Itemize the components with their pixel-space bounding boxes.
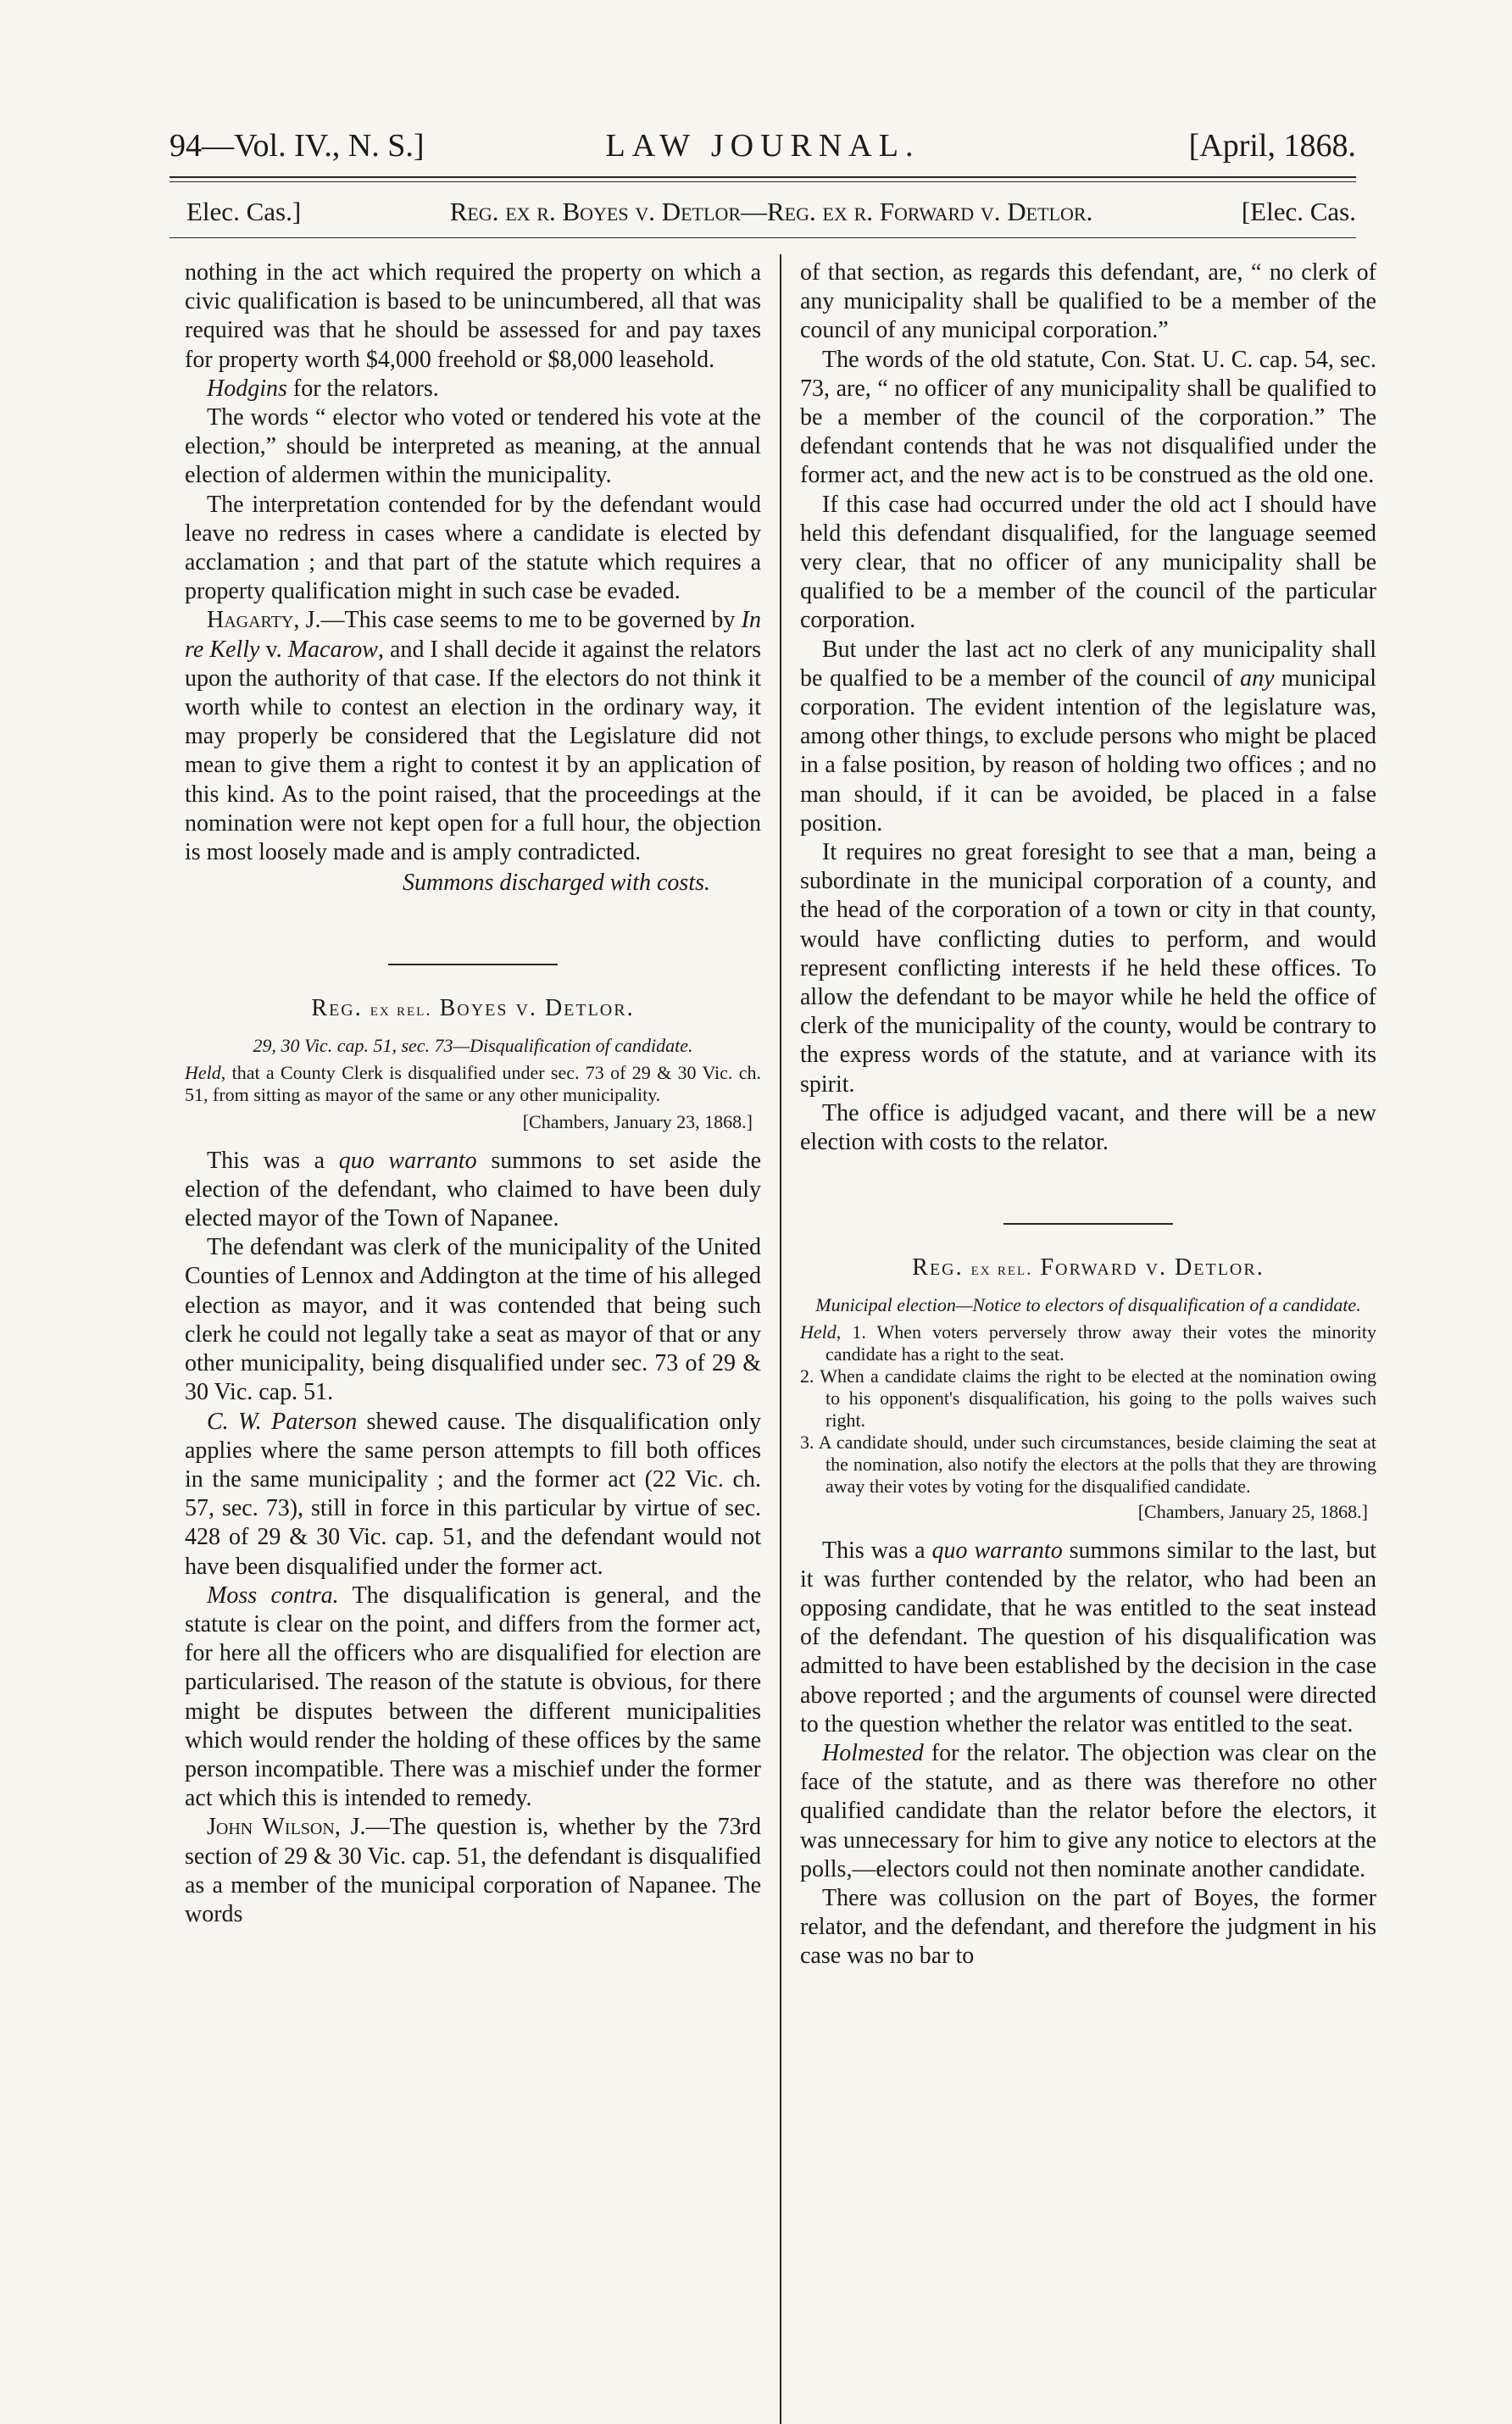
paragraph-text: for the relator. The objection was clear on the face of the statute, and as there was therefore no other qualified candidate than the relator before the electors, it was unnecessary for him to give any notice to electors at the polls,—electors could not then nominate another candidate. — [800, 1739, 1376, 1882]
paragraph: The words “ elector who voted or tendered his vote at the election,” should be interpreted as meaning, at the annual election of aldermen within the municipality. — [185, 404, 761, 489]
case-head-right: [Elec. Cas. — [1241, 197, 1356, 226]
head-rule-top — [170, 176, 1356, 178]
judge-name: Hagarty, J. — [207, 607, 321, 634]
conclusion: Summons discharged with costs. — [403, 870, 710, 897]
case-title-part: Boyes — [439, 995, 509, 1022]
case-title-part: Detlor. — [1175, 1254, 1265, 1281]
paragraph-text: summons similar to the last, but it was further contended by the relator, who had been an opposing candidate, that he was entitled to the seat instead of the defendant. The question of his disqualification was admitted to have been established by the decision in the case above reported ; and the arguments of counsel were directed to the question whether the relator was entitled to the seat. — [800, 1537, 1376, 1737]
case-title — [185, 994, 761, 1024]
counsel-name: C. W. Paterson — [207, 1408, 358, 1435]
case-headnote-block — [800, 1294, 1376, 1523]
paragraph — [185, 1582, 761, 1814]
court-citation: [Chambers, January 23, 1868.] — [522, 1110, 753, 1132]
court-citation: [Chambers, January 25, 1868.] — [1137, 1500, 1368, 1522]
held-word: Held — [185, 1061, 221, 1083]
paragraph — [185, 1147, 761, 1234]
paragraph: The office is adjudged vacant, and there will be a new election with costs to the relator. — [800, 1099, 1376, 1156]
case-title-part: v. — [515, 995, 537, 1022]
headnote: 29, 30 Vic. cap. 51, sec. 73—Disqualification of candidate. — [253, 1034, 693, 1056]
paragraph — [800, 1537, 1376, 1739]
judge-name: John Wilson, J. — [207, 1814, 366, 1841]
paragraph-text: This was a — [822, 1537, 932, 1564]
paragraph: The words of the old statute, Con. Stat. U. C. cap. 54, sec. 73, are, “ no officer of any municipality shall be qualified to be a member of the council of the corporation.” The defendant contends that he was not disqualified under the former act, and the new act is to be construed as the old one. — [800, 346, 1376, 489]
issue-date: [April, 1868. — [1188, 128, 1356, 164]
held-note — [185, 1062, 761, 1106]
paragraph: nothing in the act which required the property on which a civic qualification is based to be unincumbered, all that was required was that he should be assessed for and pay taxes for property worth $4,000 freehold or $8,000 leasehold. — [185, 259, 761, 373]
paragraph: of that section, as regards this defendant, are, “ no clerk of any municipality shall be qualified to be a member of the council of any municipal corporation.” — [800, 259, 1376, 344]
held-note — [800, 1321, 1376, 1365]
section-separator — [388, 964, 558, 965]
paragraph-text: The disqualification is general, and the statute is clear on the point, and differs from the former act, for here all the officers who are disqualified for election are particularised. The reason of the statute is obvious, for there might be disputes between the different municipalities which would render the holding of these offices by the same person incompatible. There was a mischief under the former act which this is intended to remedy. — [185, 1582, 761, 1812]
case-title-part: v. — [1145, 1254, 1168, 1281]
paragraph-text: shewed cause. The disqualification only applies where the same person attempts to fill both offices in the same municipality ; and the former act (22 Vic. ch. 57, sec. 73), still in force in this particular by virtue of sec. 428 of 29 & 30 Vic. cap. 51, and the defendant would not have been disqualified under the former act. — [185, 1408, 761, 1580]
left-column — [185, 259, 761, 1929]
paragraph-text: But under the last act no clerk of any municipality shall be qualfied to be a member of the council of — [800, 636, 1376, 692]
case-citation: In re Kelly — [185, 607, 761, 663]
case-head-center: Reg. ex r. Boyes v. Detlor—Reg. ex r. Forward v. Detlor. — [449, 197, 1093, 226]
headnote: Municipal election—Notice to electors of disqualification of a candidate. — [815, 1293, 1361, 1315]
paragraph-text: —This case seems to me to be governed by — [320, 607, 742, 634]
paragraph-text: v. — [259, 636, 288, 663]
counsel-name: Moss contra. — [207, 1582, 339, 1609]
paragraph-text: , and I shall decide it against the relators upon the authority of that case. If the electors do not think it worth while to contest an election in the ordinary way, it may properly be considered that the Legislature did not mean to give them a right to contest it by an application of this kind. As to the point raised, that the proceedings at the nomination were not kept open for a full hour, the objection is most loosely made and is amply contradicted. — [185, 636, 762, 866]
paragraph — [800, 636, 1376, 838]
section-separator — [1003, 1223, 1173, 1225]
paragraph-text: for the relators. — [286, 375, 439, 402]
right-column — [800, 259, 1376, 1971]
paragraph: It requires no great foresight to see that a man, being a subordinate in the municipal corporation of a county, and the head of the corporation of a town or city in that county, would have conflicting duties to perform, and would represent conflicting interests if he held these offices. To allow the defendant to be mayor while he held the office of clerk of the municipality of the county, would be contrary to the express words of the statute, and at variance with its spirit. — [800, 839, 1376, 1098]
paragraph — [800, 1739, 1376, 1884]
case-head — [186, 197, 1356, 231]
latin-term: quo warranto — [931, 1537, 1063, 1564]
case-citation: Macarow — [287, 636, 378, 663]
latin-term: quo warranto — [338, 1147, 477, 1174]
case-title-part: Reg. — [912, 1254, 964, 1281]
case-title — [800, 1254, 1376, 1283]
paragraph — [185, 1813, 761, 1929]
paragraph-text: summons to set aside the election of the defendant, who claimed to have been duly elected mayor of the Town of Napanee. — [185, 1147, 761, 1232]
paragraph: If this case had occurred under the old act I should have held this defendant disqualified, for the language seemed very clear, that no officer of any municipality shall be qualified to be a member of the council of the particular corporation. — [800, 491, 1376, 634]
column-divider — [780, 254, 781, 2424]
case-title-part: ex rel. — [370, 999, 432, 1020]
emphasis: any — [1240, 664, 1275, 692]
counsel-name: Holmested — [822, 1739, 924, 1766]
case-title-part: Reg. — [311, 995, 363, 1022]
held-note: 3. A candidate should, under such circumstances, beside claiming the seat at the nomination, also notify the electors at the polls that they are throwing away their votes by voting for the disqualified candidate. — [800, 1431, 1376, 1497]
case-head-rule — [170, 237, 1356, 238]
case-headnote-block — [185, 1035, 761, 1133]
held-text: , that a County Clerk is disqualified under sec. 73 of 29 & 30 Vic. ch. 51, from sitting as mayor of the same or any other municipality. — [185, 1061, 761, 1105]
journal-title: LAW JOURNAL. — [605, 128, 920, 164]
held-text: , 1. When voters perversely throw away their votes the minority candidate has a right to the seat. — [825, 1320, 1376, 1365]
paragraph: The interpretation contended for by the defendant would leave no redress in cases where a candidate is elected by acclamation ; and that part of the statute which requires a property qualification might in such case be evaded. — [185, 491, 761, 605]
held-word: Held — [800, 1320, 837, 1343]
paragraph — [185, 375, 761, 403]
running-head — [170, 127, 1356, 170]
head-rule-second — [170, 181, 1356, 182]
paragraph: There was collusion on the part of Boyes, the former relator, and the defendant, and therefore the judgment in his case was no bar to — [800, 1884, 1376, 1970]
held-note: 2. When a candidate claims the right to be elected at the nomination owing to his opponent's disqualification, his going to the polls waives such right. — [800, 1365, 1376, 1431]
paragraph — [185, 1408, 761, 1582]
case-title-part: Detlor. — [544, 995, 635, 1022]
paragraph-text: This was a — [207, 1147, 339, 1174]
case-title-part: ex rel. — [970, 1259, 1033, 1280]
case-title-part: Forward — [1040, 1254, 1138, 1281]
paragraph — [185, 606, 761, 867]
paragraph-text: —The question is, whether by the 73rd section of 29 & 30 Vic. cap. 51, the defendant is disqualified as a member of the municipal corporation of Napanee. The words — [185, 1814, 761, 1927]
counsel-name: Hodgins — [207, 375, 287, 402]
case-head-left: Elec. Cas.] — [186, 197, 302, 226]
paragraph-text: municipal corporation. The evident intention of the legislature was, among other things, to exclude persons who might be placed in a false position, by reason of holding two offices ; and no man should, if it can be avoided, be placed in a false position. — [800, 664, 1376, 837]
volume-label: 94—Vol. IV., N. S.] — [170, 128, 425, 164]
paragraph: The defendant was clerk of the municipality of the United Counties of Lennox and Addington at the time of his alleged election as mayor, and it was contended that being such clerk he could not legally take a seat as mayor of that or any other municipality, being disqualified under sec. 73 of 29 & 30 Vic. cap. 51. — [185, 1234, 761, 1406]
